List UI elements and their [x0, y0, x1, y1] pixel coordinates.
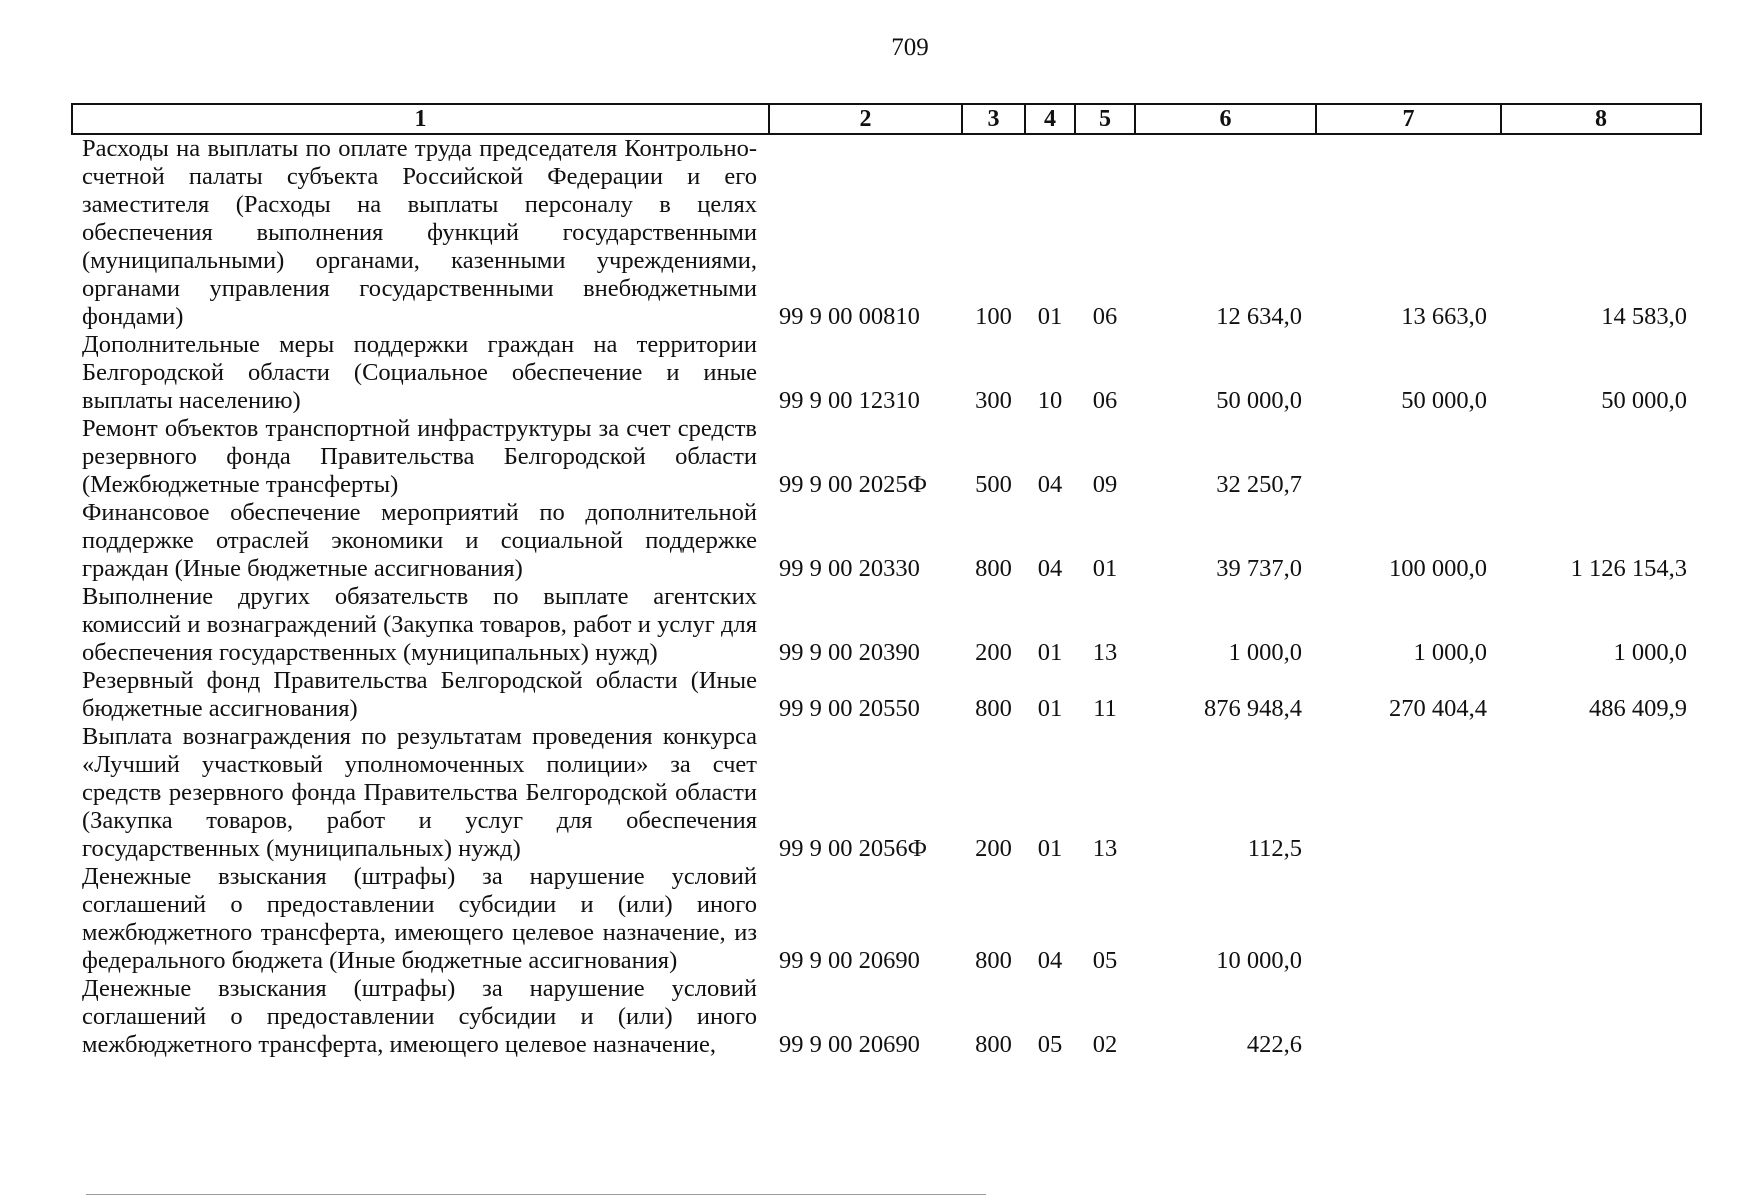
- row-section: 01: [1037, 695, 1063, 722]
- row-section: 04: [1037, 947, 1063, 974]
- row-target-code: 99 9 00 00810: [779, 303, 920, 330]
- row-amount-col7: 13 663,0: [1401, 303, 1487, 330]
- row-expense-type: 200: [975, 835, 1012, 862]
- row-expense-type: 500: [975, 471, 1012, 498]
- row-section: 04: [1037, 555, 1063, 582]
- row-description: Расходы на выплаты по оплате труда председателя Контрольно-счетной палаты субъекта Российской Федерации и его заместителя (Расходы на выплаты персоналу в целях обеспечения выполнения функций государственными (муниципальными) органами, казенными учреждениями, органами управления государственными внебюджетными фондами): [82, 135, 757, 330]
- row-expense-type: 100: [975, 303, 1012, 330]
- row-target-code: 99 9 00 2025Ф: [779, 471, 927, 498]
- row-target-code: 99 9 00 20390: [779, 639, 920, 666]
- row-amount-col7: 270 404,4: [1389, 695, 1487, 722]
- row-subsection: 13: [1092, 639, 1118, 666]
- row-amount-col7: 100 000,0: [1389, 555, 1487, 582]
- row-subsection: 09: [1092, 471, 1118, 498]
- row-subsection: 01: [1092, 555, 1118, 582]
- row-amount-col7: [1316, 975, 1501, 1059]
- row-amount-col6: 112,5: [1247, 835, 1302, 862]
- row-amount-col8: [1501, 415, 1701, 499]
- table-header-row: [72, 104, 1701, 134]
- row-subsection: 06: [1092, 303, 1118, 330]
- row-amount-col8: 50 000,0: [1601, 387, 1687, 414]
- bottom-divider: [86, 1194, 986, 1195]
- row-target-code: 99 9 00 20690: [779, 1031, 920, 1058]
- row-subsection: 13: [1092, 835, 1118, 862]
- row-amount-col8: 486 409,9: [1589, 695, 1687, 722]
- table-row: [72, 863, 1701, 975]
- table-row: [72, 583, 1701, 667]
- table-row: [72, 975, 1701, 1059]
- row-expense-type: 800: [975, 947, 1012, 974]
- header-col-2: 2: [769, 104, 962, 134]
- row-section: 01: [1037, 639, 1063, 666]
- row-amount-col6: 422,6: [1246, 1031, 1302, 1058]
- row-description: Финансовое обеспечение мероприятий по дополнительной поддержке отраслей экономики и социальной поддержке граждан (Иные бюджетные ассигнования): [82, 499, 757, 582]
- row-amount-col6: 1 000,0: [1228, 639, 1302, 666]
- row-amount-col6: 39 737,0: [1216, 555, 1302, 582]
- row-amount-col8: [1501, 723, 1701, 863]
- row-section: 01: [1037, 835, 1063, 862]
- row-amount-col6: 10 000,0: [1216, 947, 1302, 974]
- row-description: Денежные взыскания (штрафы) за нарушение условий соглашений о предоставлении субсидии и (или) иного межбюджетного трансферта, имеющего целевое назначение,: [82, 975, 757, 1058]
- row-amount-col6: 876 948,4: [1204, 695, 1302, 722]
- row-section: 04: [1037, 471, 1063, 498]
- row-target-code: 99 9 00 2056Ф: [779, 835, 927, 862]
- header-col-7: 7: [1316, 104, 1501, 134]
- header-col-4: 4: [1025, 104, 1075, 134]
- row-target-code: 99 9 00 20550: [779, 695, 920, 722]
- row-amount-col8: 14 583,0: [1601, 303, 1687, 330]
- row-amount-col8: [1501, 975, 1701, 1059]
- row-expense-type: 800: [975, 1031, 1012, 1058]
- row-amount-col6: 50 000,0: [1216, 387, 1302, 414]
- row-amount-col8: [1501, 863, 1701, 975]
- row-target-code: 99 9 00 20690: [779, 947, 920, 974]
- header-col-3: 3: [962, 104, 1025, 134]
- row-amount-col8: 1 000,0: [1613, 639, 1687, 666]
- table-row: [72, 667, 1701, 723]
- row-amount-col6: 12 634,0: [1216, 303, 1302, 330]
- row-description: Резервный фонд Правительства Белгородской области (Иные бюджетные ассигнования): [82, 667, 757, 722]
- row-subsection: 06: [1092, 387, 1118, 414]
- row-section: 05: [1037, 1031, 1063, 1058]
- table-row: [72, 499, 1701, 583]
- header-col-6: 6: [1135, 104, 1316, 134]
- row-amount-col7: 50 000,0: [1401, 387, 1487, 414]
- page-number: 709: [891, 34, 929, 61]
- row-subsection: 05: [1092, 947, 1118, 974]
- row-amount-col7: 1 000,0: [1413, 639, 1487, 666]
- row-amount-col7: [1316, 415, 1501, 499]
- row-amount-col7: [1316, 723, 1501, 863]
- row-description: Дополнительные меры поддержки граждан на территории Белгородской области (Социальное обеспечение и иные выплаты населению): [82, 331, 757, 414]
- table-row: [72, 415, 1701, 499]
- row-description: Ремонт объектов транспортной инфраструктуры за счет средств резервного фонда Правительства Белгородской области (Межбюджетные трансферты): [82, 415, 757, 498]
- row-target-code: 99 9 00 12310: [779, 387, 920, 414]
- row-expense-type: 200: [975, 639, 1012, 666]
- header-col-1: 1: [72, 104, 769, 134]
- row-description: Выплата вознаграждения по результатам проведения конкурса «Лучший участковый уполномоченных полиции» за счет средств резервного фонда Правительства Белгородской области (Закупка товаров, работ и услуг для обеспечения государственных (муниципальных) нужд): [82, 723, 757, 862]
- table-row: [72, 331, 1701, 415]
- header-col-5: 5: [1075, 104, 1135, 134]
- row-amount-col8: 1 126 154,3: [1570, 555, 1687, 582]
- row-description: Выполнение других обязательств по выплате агентских комиссий и вознаграждений (Закупка товаров, работ и услуг для обеспечения государственных (муниципальных) нужд): [82, 583, 757, 666]
- row-expense-type: 300: [975, 387, 1012, 414]
- row-amount-col6: 32 250,7: [1216, 471, 1302, 498]
- row-subsection: 02: [1092, 1031, 1118, 1058]
- row-target-code: 99 9 00 20330: [779, 555, 920, 582]
- budget-table: [71, 103, 1702, 1059]
- row-section: 10: [1037, 387, 1063, 414]
- row-amount-col7: [1316, 863, 1501, 975]
- table-row: [72, 723, 1701, 863]
- row-description: Денежные взыскания (штрафы) за нарушение условий соглашений о предоставлении субсидии и (или) иного межбюджетного трансферта, имеющего целевое назначение, из федерального бюджета (Иные бюджетные ассигнования): [82, 863, 757, 974]
- row-subsection: 11: [1093, 695, 1117, 722]
- row-section: 01: [1037, 303, 1063, 330]
- header-col-8: 8: [1501, 104, 1701, 134]
- table-row: [72, 134, 1701, 331]
- row-expense-type: 800: [975, 695, 1012, 722]
- row-expense-type: 800: [975, 555, 1012, 582]
